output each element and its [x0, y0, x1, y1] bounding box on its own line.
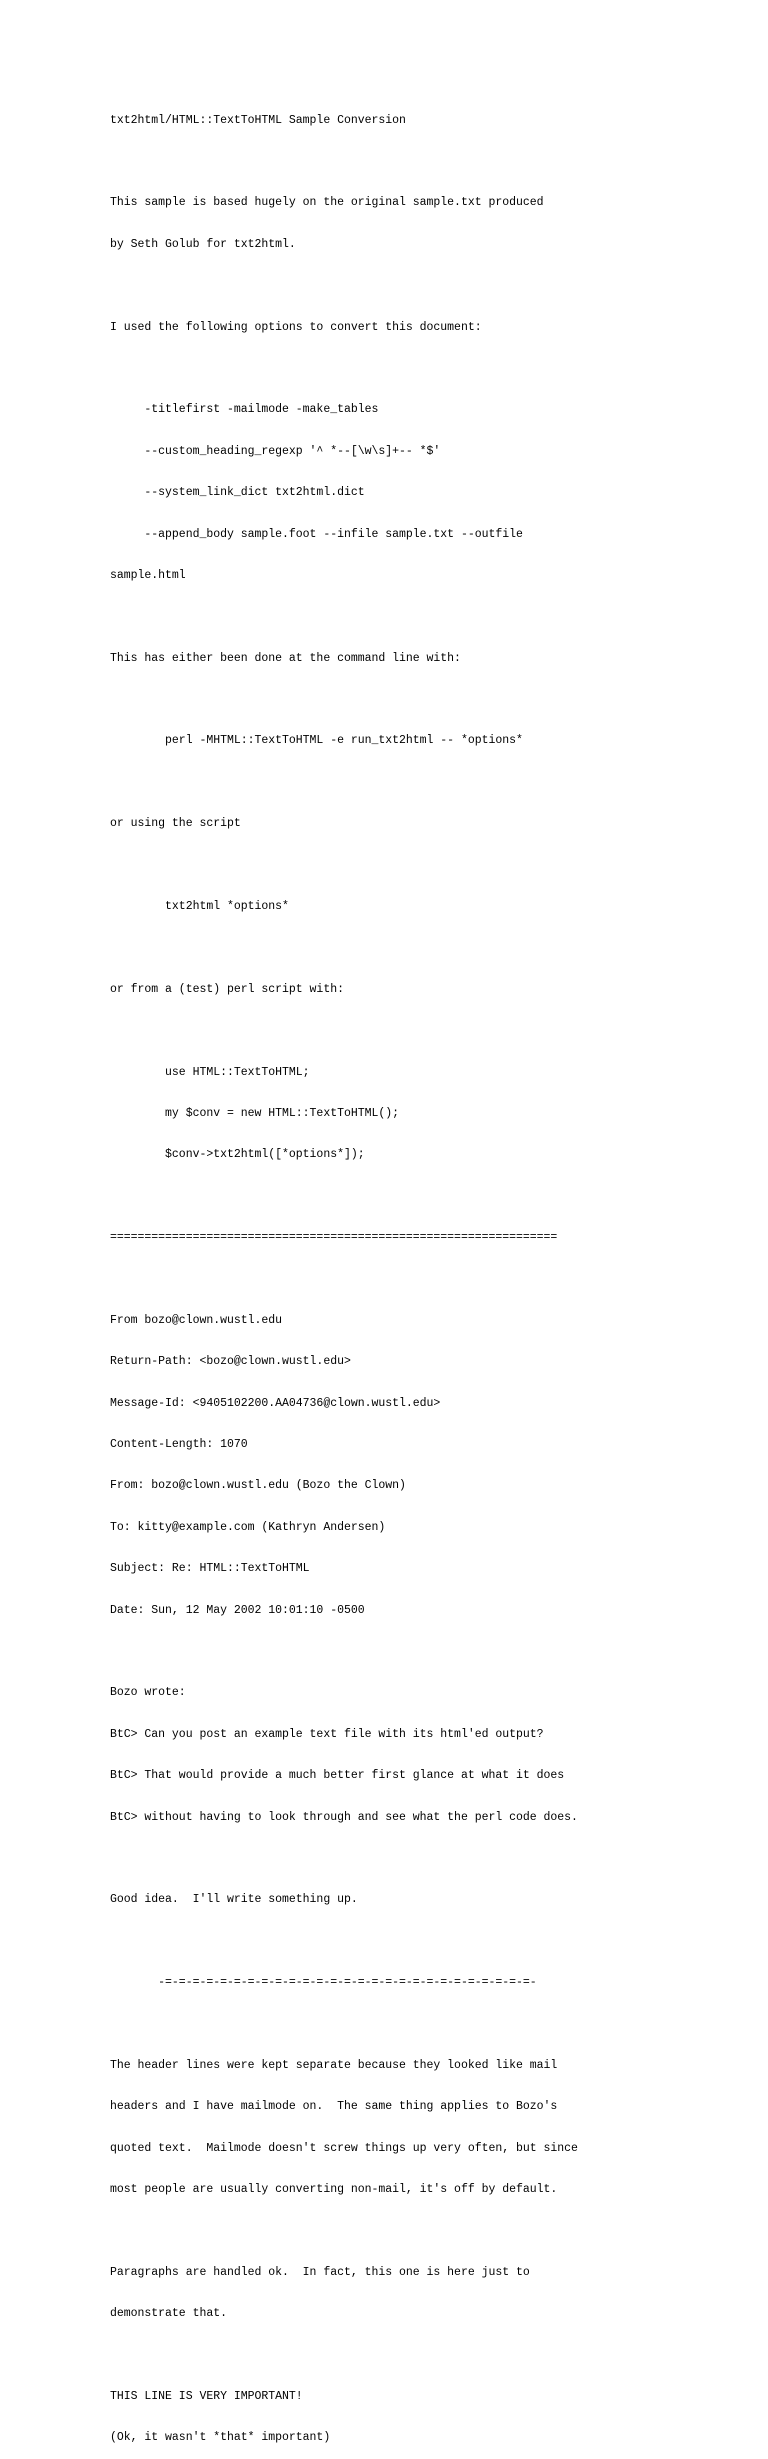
paragraph-line: demonstrate that.: [110, 2307, 227, 2321]
code-line: $conv->txt2html([*options*]);: [110, 1148, 365, 1162]
mail-header: From bozo@clown.wustl.edu: [110, 1313, 283, 1327]
option-line: --append_body sample.foot --infile sample.txt --outfile: [110, 527, 523, 541]
blank-line: [110, 693, 750, 707]
code-line: txt2html *options*: [110, 900, 289, 914]
document-body: [110, 86, 750, 2459]
blank-line: [110, 1852, 750, 1866]
blank-line: [110, 155, 750, 169]
mail-header: To: kitty@example.com (Kathryn Andersen): [110, 1520, 386, 1534]
blank-line: [110, 941, 750, 955]
separator-rule: =================================================================: [110, 1231, 558, 1245]
blank-line: [110, 776, 750, 790]
paragraph-line: The header lines were kept separate because they looked like mail: [110, 2058, 558, 2072]
option-line: --system_link_dict txt2html.dict: [110, 486, 365, 500]
quoted-line: BtC> Can you post an example text file with its html'ed output?: [110, 1727, 544, 1741]
perl-script-intro: or from a (test) perl script with:: [110, 982, 344, 996]
blank-line: [110, 2225, 750, 2239]
option-line: -titlefirst -mailmode -make_tables: [110, 403, 379, 417]
code-line: perl -MHTML::TextToHTML -e run_txt2html -- *options*: [110, 734, 523, 748]
paragraph-line: headers and I have mailmode on. The same thing applies to Bozo's: [110, 2100, 558, 2114]
mail-header: Message-Id: <9405102200.AA04736@clown.wustl.edu>: [110, 1396, 441, 1410]
blank-line: [110, 362, 750, 376]
blank-line: [110, 1645, 750, 1659]
blank-line: [110, 2349, 750, 2363]
important-line: THIS LINE IS VERY IMPORTANT!: [110, 2390, 303, 2404]
reply-line: Good idea. I'll write something up.: [110, 1893, 358, 1907]
blank-line: [110, 279, 750, 293]
mail-header: From: bozo@clown.wustl.edu (Bozo the Clown): [110, 1479, 406, 1493]
option-line: sample.html: [110, 568, 186, 582]
code-line: my $conv = new HTML::TextToHTML();: [110, 1106, 400, 1120]
option-line: --custom_heading_regexp '^ *--[\w\s]+-- *$': [110, 444, 441, 458]
intro-line: by Seth Golub for txt2html.: [110, 237, 296, 251]
intro-line: This sample is based hugely on the original sample.txt produced: [110, 196, 544, 210]
blank-line: [110, 2018, 750, 2032]
command-line-intro: This has either been done at the command line with:: [110, 651, 461, 665]
quoted-line: BtC> without having to look through and see what the perl code does.: [110, 1810, 578, 1824]
dashed-separator: -=-=-=-=-=-=-=-=-=-=-=-=-=-=-=-=-=-=-=-=-=-=-=-=-=-=-=-: [110, 1976, 537, 1990]
blank-line: [110, 859, 750, 873]
blank-line: [110, 1024, 750, 1038]
options-intro: I used the following options to convert this document:: [110, 320, 482, 334]
blank-line: [110, 1273, 750, 1287]
doc-title: txt2html/HTML::TextToHTML Sample Conversion: [110, 113, 406, 127]
blank-line: [110, 1935, 750, 1949]
paragraph-line: Paragraphs are handled ok. In fact, this one is here just to: [110, 2265, 530, 2279]
quoted-line: BtC> That would provide a much better first glance at what it does: [110, 1769, 565, 1783]
mail-header: Date: Sun, 12 May 2002 10:01:10 -0500: [110, 1603, 365, 1617]
blank-line: [110, 610, 750, 624]
code-line: use HTML::TextToHTML;: [110, 1065, 310, 1079]
paragraph-line: quoted text. Mailmode doesn't screw things up very often, but since: [110, 2141, 578, 2155]
mail-header: Content-Length: 1070: [110, 1438, 248, 1452]
mail-header: Return-Path: <bozo@clown.wustl.edu>: [110, 1355, 351, 1369]
mail-header: Subject: Re: HTML::TextToHTML: [110, 1562, 310, 1576]
paragraph-line: most people are usually converting non-mail, it's off by default.: [110, 2183, 558, 2197]
blank-line: [110, 1190, 750, 1204]
script-intro: or using the script: [110, 817, 241, 831]
closing-line: (Ok, it wasn't *that* important): [110, 2431, 331, 2445]
quote-attribution: Bozo wrote:: [110, 1686, 186, 1700]
